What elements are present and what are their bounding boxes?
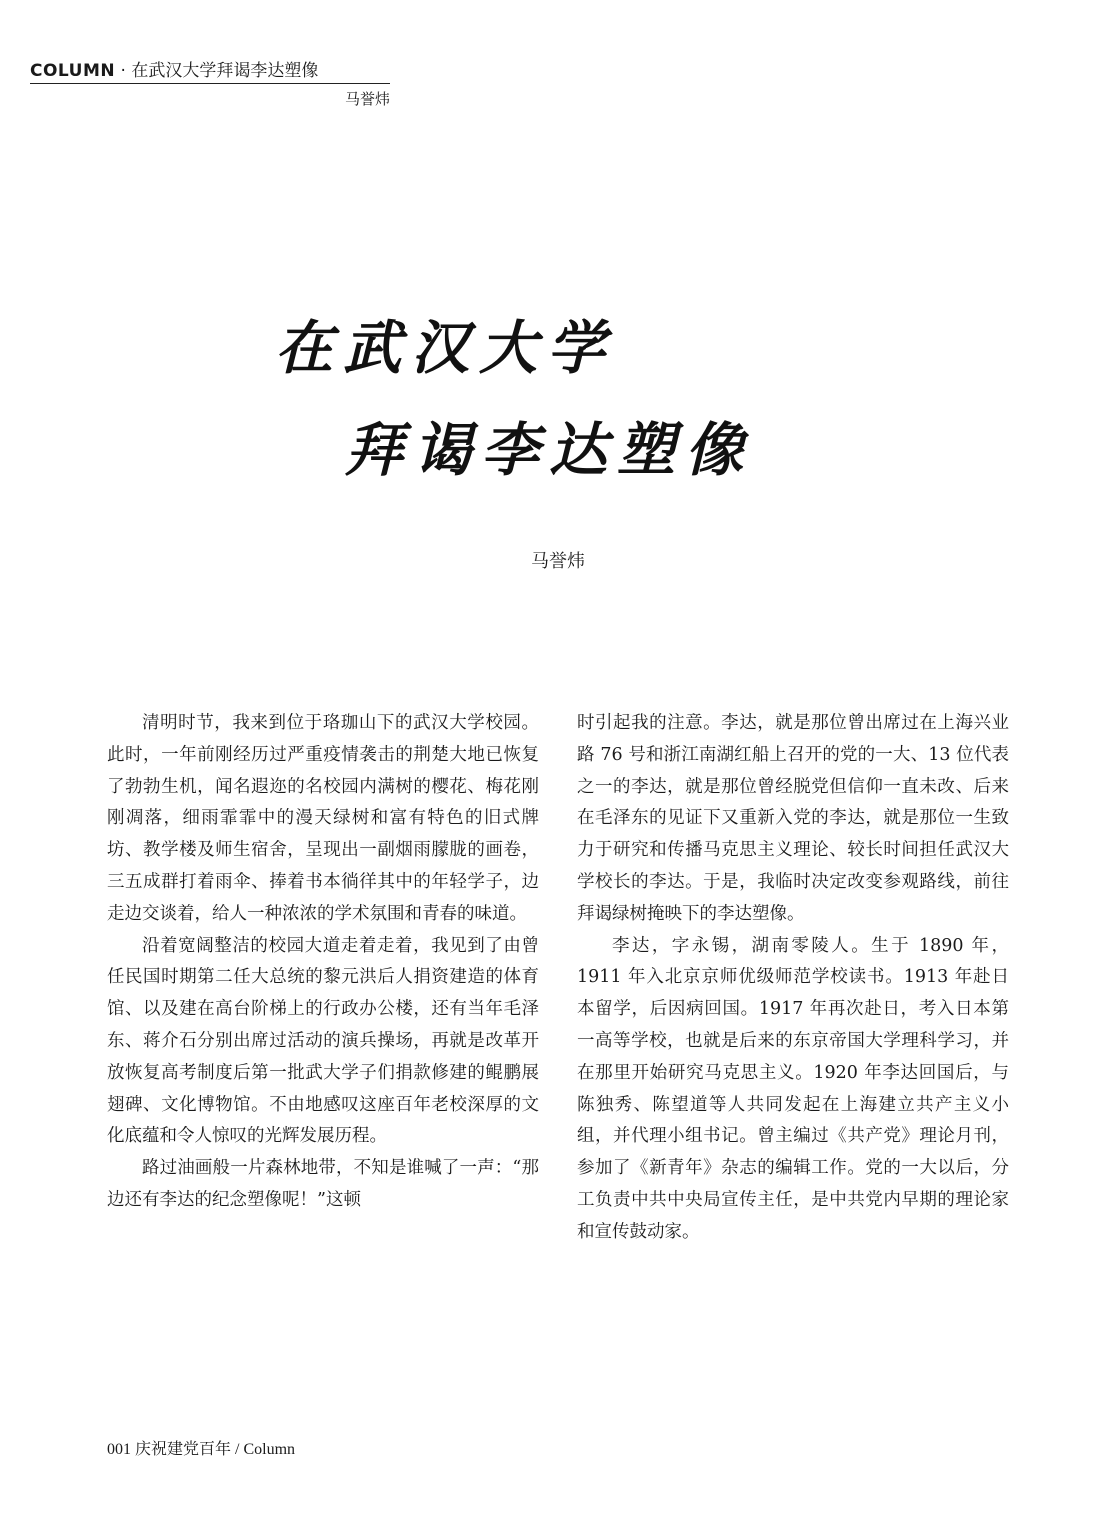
body-column-left [107,708,539,1217]
header-line [30,60,390,84]
running-header [30,60,390,109]
header-separator: · [120,61,126,81]
paragraph: 沿着宽阔整洁的校园大道走着走着，我见到了由曾任民国时期第二任大总统的黎元洪后人捐资建造的体育馆、以及建在高台阶梯上的行政办公楼，还有当年毛泽东、蒋介石分别出席过活动的演兵操场，再就是改革开放恢复高考制度后第一批武大学子们捐款修建的鲲鹏展翅碑、文化博物馆。不由地感叹这座百年老校深厚的文化底蕴和令人惊叹的光辉发展历程。 [107,935,539,1147]
paragraph: 李达，字永锡，湖南零陵人。生于 1890 年，1911 年入北京京师优级师范学校读书。1913 年赴日本留学，后因病回国。1917 年再次赴日，考入日本第一高等学校，也就是后来的东京帝国大学理科学习，并在那里开始研究马克思主义。1920 年李达回国后，与陈独秀、陈望道等人共同发起在上海建立共产主义小组，并代理小组书记。曾主编过《共产党》理论月刊，参加了《新青年》杂志的编辑工作。党的一大以后，分工负责中共中央局宣传主任，是中共党内早期的理论家和宣传鼓动家。 [577,935,1009,1242]
article-byline: 马誉炜 [531,551,585,572]
article-title-line2: 拜谒李达塑像 [345,416,754,484]
column-label: COLUMN [30,61,116,81]
paragraph: 清明时节，我来到位于珞珈山下的武汉大学校园。此时，一年前刚经历过严重疫情袭击的荆楚大地已恢复了勃勃生机，闻名遐迩的名校园内满树的樱花、梅花刚刚凋落，细雨霏霏中的漫天绿树和富有特色的旧式牌坊、教学楼及师生宿舍，呈现出一副烟雨朦胧的画卷，三五成群打着雨伞、捧着书本徜徉其中的年轻学子，边走边交谈着，给人一种浓浓的学术氛围和青春的味道。 [107,713,539,924]
page-footer: 001 庆祝建党百年 / Column [107,1441,296,1458]
article-title-line1: 在武汉大学 [275,314,616,382]
body-column-right [577,708,1009,1249]
paragraph: 路过油画般一片森林地带，不知是谁喊了一声：“那边还有李达的纪念塑像呢！”这顿 [107,1158,539,1210]
paragraph: 时引起我的注意。李达，就是那位曾出席过在上海兴业路 76 号和浙江南湖红船上召开的党的一大、13 位代表之一的李达，就是那位曾经脱党但信仰一直未改、后来在毛泽东的见证下又重新入党的李达，就是那位一生致力于研究和传播马克思主义理论、较长时间担任武汉大学校长的李达。于是，我临时决定改变参观路线，前往拜谒绿树掩映下的李达塑像。 [577,713,1009,924]
section-title: 在武汉大学拜谒李达塑像 [131,61,319,81]
header-author: 马誉炜 [344,90,390,108]
